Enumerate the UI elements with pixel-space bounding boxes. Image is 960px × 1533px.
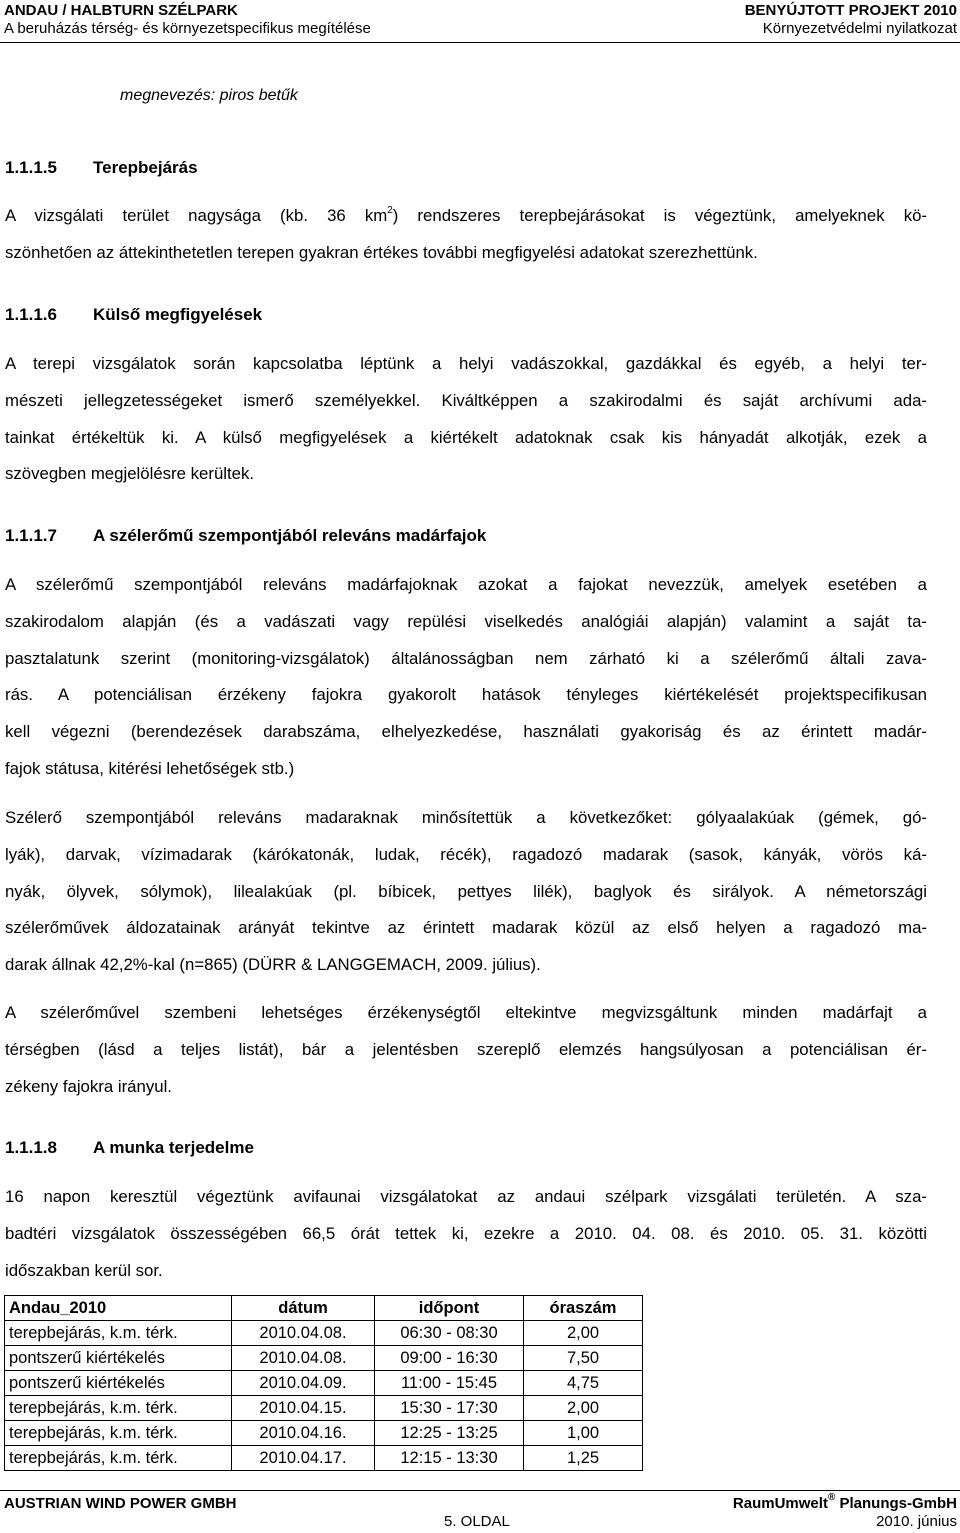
section-title: A munka terjedelme	[93, 1138, 254, 1157]
column-header-datum: dátum	[232, 1296, 375, 1321]
paragraph-relevans-fajok-2	[5, 800, 927, 984]
footer-company: AUSTRIAN WIND POWER GMBH	[4, 1495, 237, 1512]
table-row	[5, 1421, 643, 1446]
text-line: kell végezni (berendezések darabszáma, elhelyezkedése, használati gyakoriság és az érintett madár-	[5, 722, 927, 742]
table-cell: 2010.04.09.	[232, 1371, 375, 1396]
paragraph-munka-terjedelme	[5, 1179, 927, 1289]
paragraph-kulso-megfigyelesek	[5, 346, 927, 493]
table-cell: 12:15 - 13:30	[375, 1446, 524, 1471]
table-cell: 2010.04.17.	[232, 1446, 375, 1471]
table-row	[5, 1446, 643, 1471]
table-cell: 2010.04.08.	[232, 1321, 375, 1346]
section-number: 1.1.1.7	[5, 526, 57, 545]
section-heading-1116	[5, 305, 262, 325]
table-cell: terepbejárás, k.m. térk.	[5, 1421, 232, 1446]
page-number: 5. OLDAL	[444, 1513, 510, 1530]
superscript: 2	[387, 205, 393, 216]
header-document-type: Környezetvédelmi nyilatkozat	[762, 20, 957, 37]
page-footer	[0, 1490, 960, 1533]
table-header-row	[5, 1296, 643, 1321]
page-header	[0, 0, 960, 43]
text-line: A terepi vizsgálatok során kapcsolatba léptünk a helyi vadászokkal, gazdákkal és egyéb, a helyi ter-	[5, 354, 927, 373]
table-cell: terepbejárás, k.m. térk.	[5, 1446, 232, 1471]
table-row	[5, 1371, 643, 1396]
text-line: szövegben megjelölésre kerültek.	[5, 464, 255, 484]
column-header-andau: Andau_2010	[5, 1296, 232, 1321]
text-line: pasztalatunk szerint (monitoring-vizsgálatok) általánosságban nem zárható ki a szélerőmű általi zava-	[5, 648, 927, 668]
text-line: darak állnak 42,2%-kal (n=865) (DÜRR & LANGGEMACH, 2009. július).	[5, 955, 541, 975]
table-cell: 12:25 - 13:25	[375, 1421, 524, 1446]
table-row	[5, 1346, 643, 1371]
text-line: tainkat értékeltük ki. A külső megfigyelések a kiértékelt adatoknak csak kis hányadát alkotják, ezek a	[5, 427, 927, 447]
text-line: szakirodalom alapján (és a vadászati vagy repülési viselkedés analógiái alapján) valamint a saját ta-	[5, 611, 927, 631]
table-cell: 1,25	[524, 1446, 643, 1471]
section-heading-1117	[5, 526, 486, 546]
text-line: szélerőművek áldozatainak arányát tekintve az érintett madarak közül az első helyen a ragadozó ma-	[5, 918, 927, 938]
table-cell: pontszerű kiértékelés	[5, 1371, 232, 1396]
text-line: Szélerő szempontjából releváns madaraknak minősítettük a következőket: gólyaalakúak (gémek, gó-	[5, 808, 927, 827]
text-line: badtéri vizsgálatok összességében 66,5 órát tettek ki, ezekre a 2010. 04. 08. és 2010. 05. 31. közötti	[5, 1223, 927, 1243]
table-cell: 2010.04.16.	[232, 1421, 375, 1446]
text-line: fajok státusa, kitérési lehetőségek stb.)	[5, 758, 295, 778]
text-line: A vizsgálati terület nagysága (kb. 36 $km^2$) rendszeres terepbejárásokat is végeztünk, amelyeknek kö-	[5, 205, 927, 225]
table-cell: terepbejárás, k.m. térk.	[5, 1321, 232, 1346]
section-title: A szélerőmű szempontjából releváns madárfajok	[93, 526, 487, 545]
table-cell: 2010.04.08.	[232, 1346, 375, 1371]
footer-date: 2010. június	[876, 1513, 957, 1530]
text-line: 16 napon keresztül végeztünk avifaunai vizsgálatokat az andaui szélpark vizsgálati területén. A sza-	[5, 1187, 927, 1206]
table-cell: pontszerű kiértékelés	[5, 1346, 232, 1371]
table-cell: 15:30 - 17:30	[375, 1396, 524, 1421]
table-cell: terepbejárás, k.m. térk.	[5, 1396, 232, 1421]
footer-consultant: RaumUmwelt® Planungs-GmbH	[732, 1492, 957, 1512]
red-letters-note: megnevezés: piros betűk	[120, 87, 298, 104]
header-submission-title: BENYÚJTOTT PROJEKT 2010	[744, 2, 957, 19]
table-cell: 1,00	[524, 1421, 643, 1446]
header-project-title: ANDAU / HALBTURN SZÉLPARK	[4, 2, 238, 19]
section-heading-1115	[5, 158, 198, 178]
table-row	[5, 1321, 643, 1346]
table-cell: 11:00 - 15:45	[375, 1371, 524, 1396]
text-line: lyák), darvak, vízimadarak (kárókatonák, ludak, récék), ragadozó madarak (sasok, kányák, vörös ká-	[5, 844, 927, 864]
text-line: szönhetően az áttekinthetetlen terepen gyakran értékes további megfigyelési adatokat szerezhettünk.	[5, 242, 758, 262]
paragraph-terepbejaras	[5, 198, 927, 272]
section-number: 1.1.1.5	[5, 158, 57, 177]
column-header-idopont: időpont	[375, 1296, 524, 1321]
section-title: Külső megfigyelések	[93, 305, 263, 324]
section-title: Terepbejárás	[93, 158, 198, 177]
paragraph-relevans-fajok-3	[5, 995, 927, 1105]
table-cell: 2,00	[524, 1396, 643, 1421]
table-cell: 09:00 - 16:30	[375, 1346, 524, 1371]
section-number: 1.1.1.8	[5, 1138, 57, 1157]
paragraph-relevans-fajok-1	[5, 567, 927, 788]
table-cell: 06:30 - 08:30	[375, 1321, 524, 1346]
text-line: A szélerőmű szempontjából releváns madárfajoknak azokat a fajokat nevezzük, amelyek esetében a	[5, 575, 927, 594]
text-line: térségben (lásd a teljes listát), bár a jelentésben szereplő elemzés hangsúlyosan a potenciálisan ér-	[5, 1039, 927, 1059]
table-cell: 2010.04.15.	[232, 1396, 375, 1421]
table-cell: 4,75	[524, 1371, 643, 1396]
text-line: mészeti jellegzetességeket ismerő személyekkel. Kiváltképpen a szakirodalmi és saját archívumi ada-	[5, 390, 927, 410]
section-heading-1118	[5, 1138, 254, 1158]
table-row	[5, 1396, 643, 1421]
column-header-oraszam: óraszám	[524, 1296, 643, 1321]
registered-mark: ®	[827, 1492, 836, 1503]
text-line: zékeny fajokra irányul.	[5, 1076, 172, 1096]
text-line: A szélerőművel szembeni lehetséges érzékenységtől eltekintve megvizsgáltunk minden madárfajt a	[5, 1003, 927, 1022]
header-project-subtitle: A beruházás térség- és környezetspecifikus megítélése	[4, 20, 371, 37]
table-cell: 2,00	[524, 1321, 643, 1346]
text-line: rás. A potenciálisan érzékeny fajokra gyakorolt hatások tényleges kiértékelését projektspecifikusan	[5, 685, 927, 705]
table-cell: 7,50	[524, 1346, 643, 1371]
text-line: időszakban kerül sor.	[5, 1260, 163, 1280]
text-line: nyák, ölyvek, sólymok), lilealakúak (pl. bíbicek, pettyes lilék), baglyok és sirályok. A németországi	[5, 881, 927, 901]
survey-schedule-table	[4, 1295, 643, 1471]
section-number: 1.1.1.6	[5, 305, 57, 324]
